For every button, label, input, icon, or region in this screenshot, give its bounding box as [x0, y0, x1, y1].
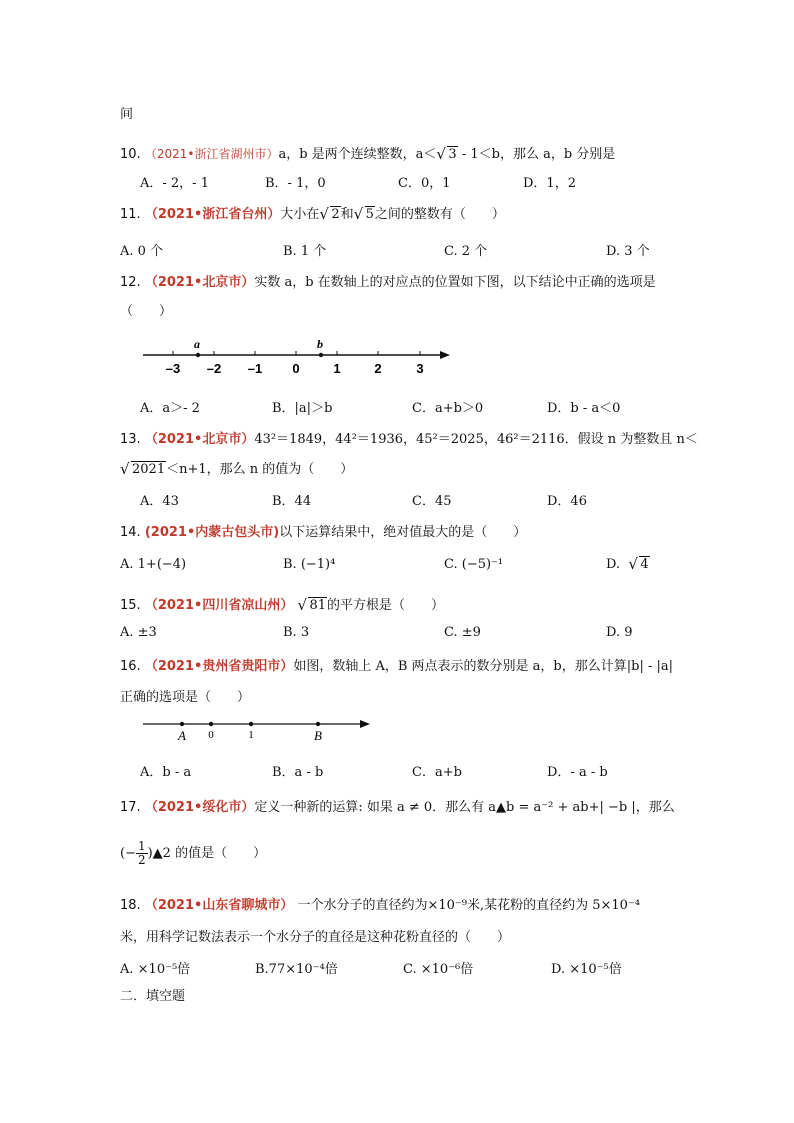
fraction: $\frac{1}{2}$ [137, 839, 146, 867]
question-12 [120, 271, 656, 290]
question-number: 17. [120, 800, 141, 815]
question-number: 11. [120, 207, 141, 222]
sqrt-expression: √ 4 [628, 557, 649, 572]
point-label: A [178, 728, 186, 743]
answer-paren: （ ） [120, 304, 173, 319]
question-stem-tail: - 1＜b，那么 a，b 分别是 [457, 147, 616, 162]
option-a: A. ±3 [120, 625, 157, 640]
question-source: （2021•山东省聊城市） [144, 898, 294, 913]
point-a-label: a [194, 337, 200, 351]
question-source: （2021•绥化市） [144, 800, 255, 815]
question-number: 16. [120, 659, 141, 674]
option-b: B．- 1，0 [265, 176, 326, 191]
question-stem: 一个水分子的直径约为×10⁻⁹米,某花粉的直径约为 5×10⁻⁴ [293, 898, 641, 913]
question-16 [120, 655, 673, 674]
question-18-line2: 米，用科学记数法表示一个水分子的直径是这种花粉直径的（ ） [120, 930, 511, 945]
question-stem: 大小在 [280, 207, 320, 222]
question-17-line2 [120, 840, 266, 867]
option-b: B．44 [272, 494, 312, 509]
option-b: B. (−1)⁴ [283, 557, 336, 572]
sqrt-expression: √ 3 [436, 147, 457, 162]
question-number: 14. [120, 525, 141, 540]
tick-label: 3 [416, 361, 424, 376]
option-c: C．a+b [412, 765, 462, 780]
point-A [180, 722, 184, 726]
question-10 [120, 143, 615, 162]
number-line-figure [138, 713, 378, 745]
option-a: A. 0 个 [120, 244, 164, 259]
option-d: D. 3 个 [606, 244, 650, 259]
option-b: B. 1 个 [283, 244, 327, 259]
number-line-figure [138, 335, 458, 380]
fraction-sign: (− [120, 846, 136, 861]
arrow-head-icon [360, 720, 370, 728]
option-a: A．a＞- 2 [140, 401, 200, 416]
question-number: 10. [120, 147, 141, 162]
question-11 [120, 203, 505, 222]
tick-label: –3 [165, 361, 181, 376]
question-stem: 实数 a，b 在数轴上的对应点的位置如下图，以下结论中正确的选项是 [254, 275, 656, 290]
question-source: （2021•浙江省湖州市） [144, 147, 279, 161]
point-label: 1 [248, 729, 254, 741]
option-b: B．|a|＞b [272, 401, 333, 416]
question-number: 15. [120, 598, 141, 613]
option-c: C．0，1 [398, 176, 451, 191]
option-d: D. ×10⁻⁵倍 [551, 962, 622, 977]
option-d: D．- a - b [547, 765, 608, 780]
section-title: 二．填空题 [120, 989, 186, 1004]
option-c: C. ×10⁻⁶倍 [403, 962, 474, 977]
point-one [249, 722, 253, 726]
point-label: B [314, 728, 322, 743]
question-13-line2 [120, 458, 353, 477]
sqrt-expression: √ 5 [354, 207, 375, 222]
question-14 [120, 521, 526, 540]
question-17 [120, 796, 675, 815]
option-d: D．46 [547, 494, 587, 509]
question-number: 12. [120, 275, 141, 290]
option-c: C．a+b＞0 [412, 401, 484, 416]
point-b-label: b [317, 337, 323, 351]
page-fragment: 间 [120, 107, 134, 122]
option-b: B. 3 [283, 625, 310, 640]
question-stem: 的平方根是（ ） [327, 598, 445, 613]
question-source: （2021•浙江省台州） [144, 207, 281, 222]
sqrt-expression: √ 2021 [120, 462, 166, 477]
option-c: C. (−5)⁻¹ [444, 557, 504, 572]
tick-label: 0 [292, 361, 300, 376]
question-stem: 如图，数轴上 A，B 两点表示的数分别是 a，b，那么计算|b| - |a| [293, 659, 673, 674]
question-18 [120, 894, 640, 913]
question-stem-mid: 和 [340, 207, 354, 222]
question-stem: 以下运算结果中，绝对值最大的是（ ） [279, 525, 527, 540]
question-source: （2021•贵州省贵阳市） [144, 659, 294, 674]
point-b [319, 353, 323, 357]
sqrt-expression: √ 2 [319, 207, 340, 222]
option-a: A．- 2，- 1 [140, 176, 209, 191]
question-16-line2: 正确的选项是（ ） [120, 690, 251, 705]
option-a: A．b - a [140, 765, 192, 780]
question-source: （2021•北京市） [144, 432, 255, 447]
point-zero [209, 722, 213, 726]
arrow-head-icon [440, 351, 450, 359]
tick-label: 1 [333, 361, 341, 376]
option-c: C. ±9 [444, 625, 481, 640]
tick-label: –1 [247, 361, 263, 376]
option-c: C. 2 个 [444, 244, 488, 259]
option-b: B．a - b [272, 765, 324, 780]
option-c: C．45 [412, 494, 452, 509]
sqrt-expression: √ 81 [297, 598, 327, 613]
question-stem: 定义一种新的运算: 如果 a ≠ 0．那么有 a▲b = a⁻² + ab+| −b |，那么 [254, 800, 675, 815]
option-d: D．b - a＜0 [547, 401, 621, 416]
question-stem-tail: 之间的整数有（ ） [374, 207, 505, 222]
option-a: A．43 [140, 494, 179, 509]
tick-label: 2 [374, 361, 382, 376]
question-stem-tail: ＜n+1，那么 n 的值为（ ） [166, 462, 354, 477]
question-number: 13. [120, 432, 141, 447]
point-label: 0 [208, 729, 214, 741]
option-d: D. √ 4 [606, 557, 650, 572]
point-B [316, 722, 320, 726]
question-stem: 43²＝1849，44²＝1936，45²＝2025，46²＝2116．假设 n 为整数且 n＜ [254, 432, 698, 447]
option-d: D．1，2 [523, 176, 576, 191]
question-stem: a，b 是两个连续整数，a＜ [278, 147, 437, 162]
option-d: D. 9 [606, 625, 633, 640]
question-source: （2021•北京市） [144, 275, 255, 290]
question-stem-tail: )▲2 的值是（ ） [147, 846, 267, 861]
option-b: B.77×10⁻⁴倍 [255, 962, 338, 977]
option-a: A. ×10⁻⁵倍 [120, 962, 191, 977]
question-number: 18. [120, 898, 141, 913]
question-source: （2021•四川省凉山州） [144, 598, 294, 613]
point-a [196, 353, 200, 357]
question-13 [120, 428, 698, 447]
question-source: (2021•内蒙古包头市) [144, 525, 280, 540]
option-a: A. 1+(−4) [120, 557, 187, 572]
tick-label: –2 [206, 361, 222, 376]
question-15 [120, 594, 444, 613]
